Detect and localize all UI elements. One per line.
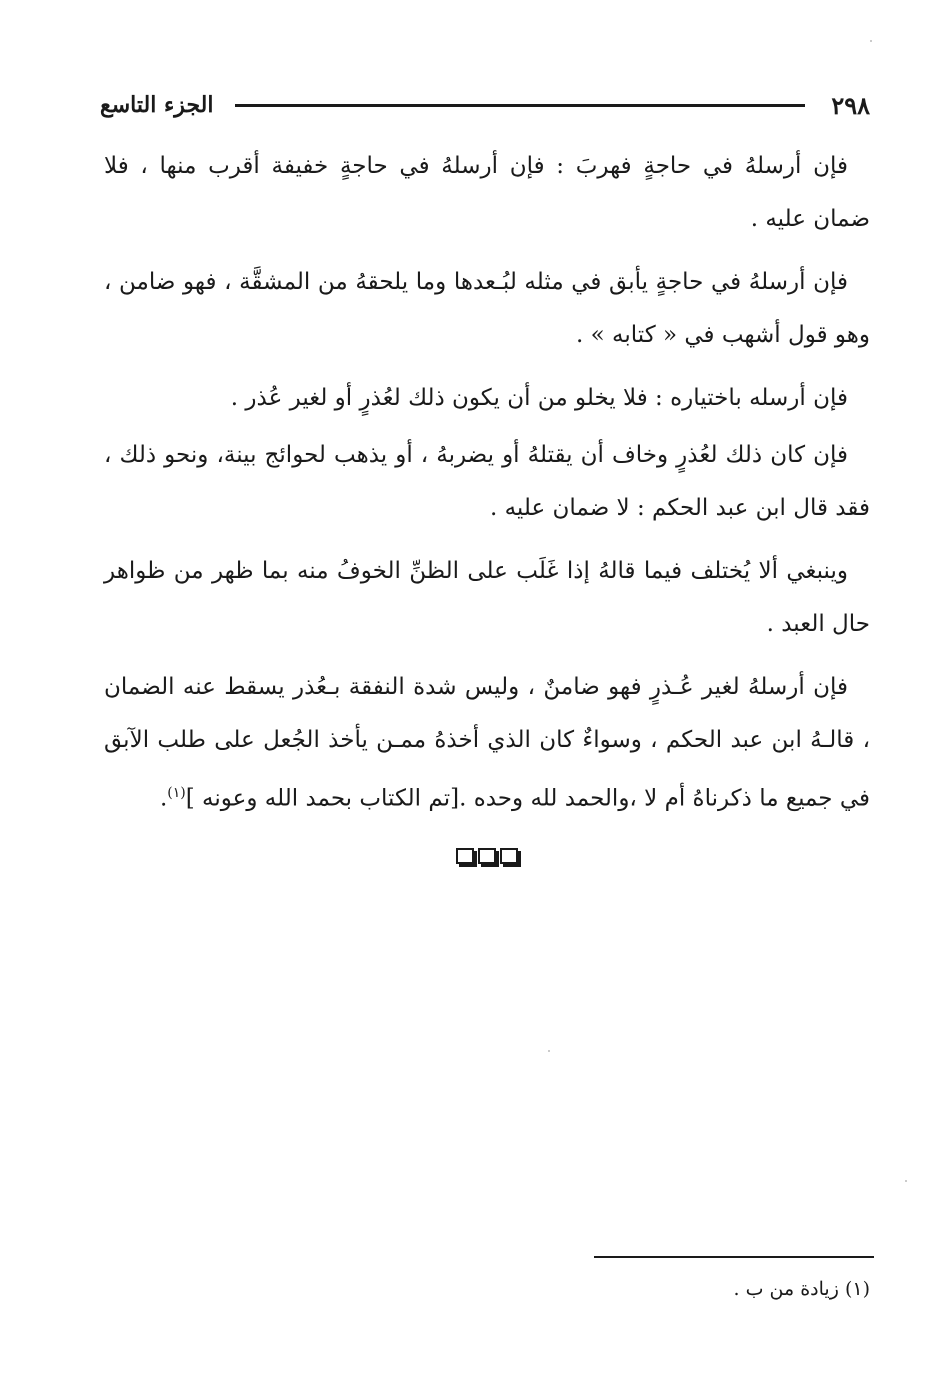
paragraph: فإن أرسلهُ في حاجةٍ فهربَ : فإن أرسلهُ في حاجةٍ خفيفة أقرب منها ، فلا ضمان عليه . bbox=[104, 153, 870, 232]
paragraph: فإن أرسله باختياره : فلا يخلو من أن يكون ذلك لعُذرٍ أو لغير عُذر . bbox=[230, 385, 848, 411]
running-header bbox=[100, 88, 870, 122]
paragraph: فإن كان ذلك لعُذرٍ وخاف أن يقتلهُ أو يضربهُ ، أو يذهب لحوائج بينة، ونحو ذلك ، فقد قال ابن عبد الحكم : لا ضمان عليه . bbox=[104, 442, 870, 521]
paragraph-text: فإن أرسلهُ لغير عُـذرٍ فهو ضامنٌ ، وليس شدة النفقة بـعُذر يسقط عنه الضمان ، قالـهُ ابن عبد الحكم ، وسواءٌ كان الذي أخذهُ ممـن يأخذ الجُعل على طلب الآبق في جميع ما ذكرناهُ أم لا ،والحمد لله وحده .[تم الكتاب بحمد الله وعونه ] bbox=[104, 674, 870, 812]
square-ornament-icon bbox=[456, 848, 474, 864]
square-ornament-icon bbox=[478, 848, 496, 864]
page-body bbox=[104, 140, 870, 836]
scan-speck bbox=[548, 1050, 550, 1052]
scan-speck bbox=[870, 40, 872, 42]
header-rule bbox=[235, 104, 805, 107]
paragraph-last: فإن أرسلهُ لغير عُـذرٍ فهو ضامنٌ ، وليس شدة النفقة بـعُذر يسقط عنه الضمان ، قالـهُ ابن عبد الحكم ، وسواءٌ كان الذي أخذهُ ممـن يأخذ الجُعل على طلب الآبق في جميع ما ذكرناهُ أم لا ،والحمد لله وحده .[تم الكتاب بحمد الله وعونه ]$^{(١)}$. bbox=[104, 674, 870, 812]
square-ornament-icon bbox=[500, 848, 518, 864]
scan-speck bbox=[905, 1180, 907, 1182]
footnote-reference: (١) bbox=[167, 785, 186, 801]
section-end-ornament bbox=[456, 848, 518, 864]
running-title: الجزء التاسع bbox=[100, 92, 214, 118]
page-number: ٢٩٨ bbox=[831, 90, 870, 120]
paragraph: وينبغي ألا يُختلف فيما قالهُ إذا غَلَب على الظنِّ الخوفُ منه بما ظهر من ظواهر حال العبد . bbox=[104, 558, 870, 637]
footnote-rule bbox=[594, 1256, 874, 1258]
paragraph: فإن أرسلهُ في حاجةٍ يأبق في مثله لبُـعدها وما يلحقهُ من المشقَّة ، فهو ضامن ، وهو قول أشهب في « كتابه » . bbox=[104, 269, 870, 348]
footnote: (١) زيادة من ب . bbox=[733, 1278, 870, 1300]
